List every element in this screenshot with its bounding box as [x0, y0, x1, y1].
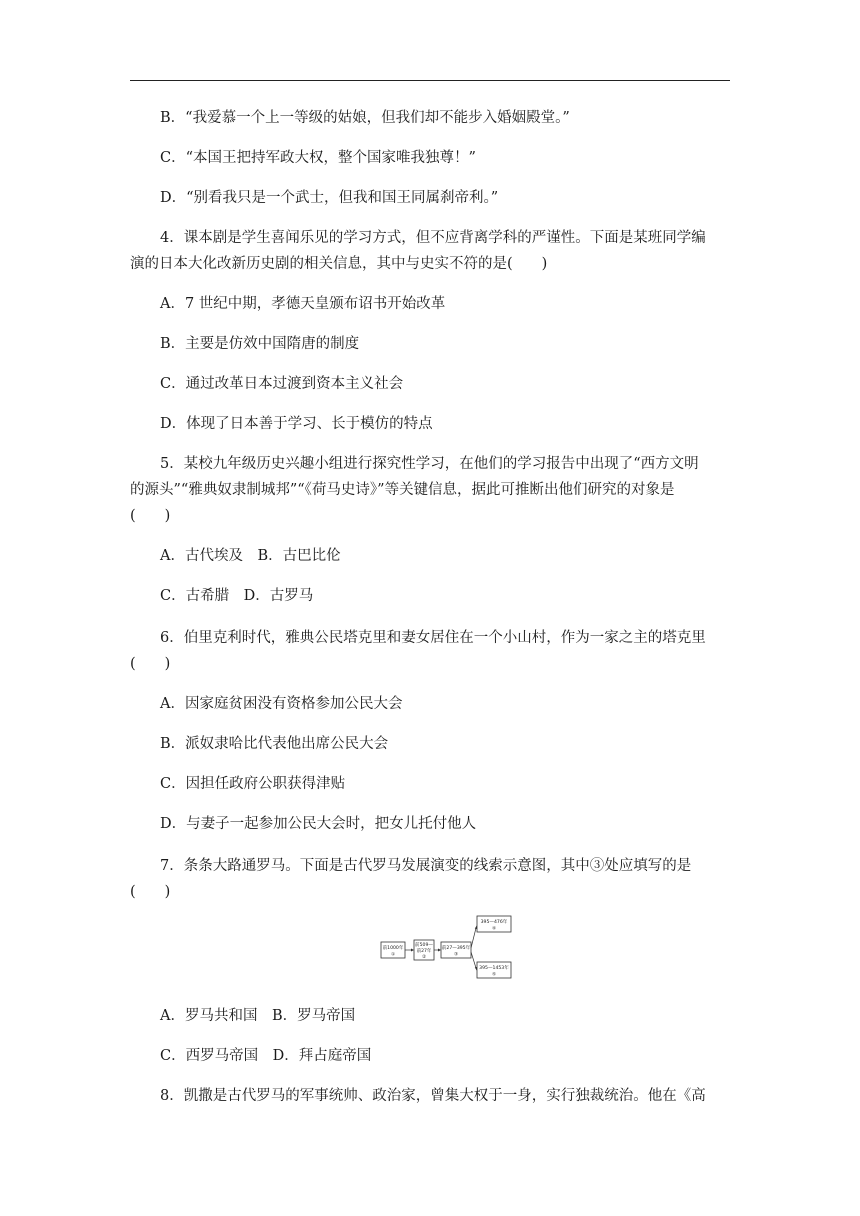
q8-stem-line1: 8．凯撒是古代罗马的军事统帅、政治家，曾集大权于一身，实行独裁统治。他在《高 [160, 1088, 706, 1104]
q4-option-d: D．体现了日本善于学习、长于模仿的特点 [160, 416, 433, 432]
q4-option-c: C．通过改革日本过渡到资本主义社会 [160, 376, 404, 392]
q5-options-ab: A．古代埃及 B．古巴比伦 [160, 548, 341, 564]
timeline-arrowhead-1 [411, 949, 414, 952]
q6-option-b: B．派奴隶哈比代表他出席公民大会 [160, 736, 389, 752]
timeline-arrow-4 [471, 952, 476, 968]
timeline-box-3-date: 前27—395年 [441, 946, 471, 951]
q7-stem-line2: ( ) [130, 884, 171, 900]
q5-options-cd: C．古希腊 D．古罗马 [160, 588, 314, 604]
timeline-box-5-num: ⑤ [491, 972, 497, 978]
q7-options-cd: C．西罗马帝国 D．拜占庭帝国 [160, 1048, 372, 1064]
rome-timeline-diagram [378, 912, 518, 980]
timeline-box-2-date-b: 前27年 [416, 949, 432, 954]
timeline-box-2-num: ② [421, 955, 427, 960]
q6-option-c: C．因担任政府公职获得津贴 [160, 776, 346, 792]
timeline-box-5-date: 395—1453年 [479, 966, 509, 971]
header-rule [130, 80, 730, 81]
timeline-box-2-date-a: 前509— [415, 943, 433, 948]
q4-option-a: A．7 世纪中期，孝德天皇颁布诏书开始改革 [160, 296, 446, 312]
timeline-box-1-num: ① [390, 952, 396, 958]
timeline-box-4-date: 395—476年 [480, 920, 508, 925]
timeline-box-1-date: 前1000年 [382, 946, 404, 951]
q3-option-d: D．“别看我只是一个武士，但我和国王同属刹帝利。” [160, 190, 499, 206]
q6-stem-line2: ( ) [130, 656, 171, 672]
timeline-box-3-num: ③ [453, 952, 459, 958]
q4-stem-line1: 4．课本剧是学生喜闻乐见的学习方式，但不应背离学科的严谨性。下面是某班同学编 [160, 230, 706, 246]
q5-stem-line1: 5．某校九年级历史兴趣小组进行探究性学习，在他们的学习报告中出现了“西方文明 [160, 456, 699, 472]
timeline-arrow-3 [471, 928, 476, 948]
q7-options-ab: A．罗马共和国 B．罗马帝国 [160, 1008, 356, 1024]
q7-stem-line1: 7．条条大路通罗马。下面是古代罗马发展演变的线索示意图，其中③处应填写的是 [160, 858, 692, 874]
q6-stem-line1: 6．伯里克利时代，雅典公民塔克里和妻女居住在一个小山村，作为一家之主的塔克里 [160, 630, 706, 646]
timeline-box-4-num: ④ [491, 926, 497, 932]
q5-stem-line2: 的源头”“雅典奴隶制城邦”“《荷马史诗》”等关键信息，据此可推断出他们研究的对象是 [130, 482, 675, 498]
q6-option-a: A．因家庭贫困没有资格参加公民大会 [160, 696, 403, 712]
q5-stem-line3: ( ) [130, 508, 171, 524]
timeline-arrowhead-2 [438, 949, 441, 952]
q4-stem-line2: 演的日本大化改新历史剧的相关信息，其中与史实不符的是( ) [130, 256, 548, 272]
q6-option-d: D．与妻子一起参加公民大会时，把女儿托付他人 [160, 816, 477, 832]
q3-option-b: B．“我爱慕一个上一等级的姑娘，但我们却不能步入婚姻殿堂。” [160, 110, 570, 126]
q4-option-b: B．主要是仿效中国隋唐的制度 [160, 336, 360, 352]
q3-option-c: C．“本国王把持军政大权，整个国家唯我独尊！” [160, 150, 476, 166]
